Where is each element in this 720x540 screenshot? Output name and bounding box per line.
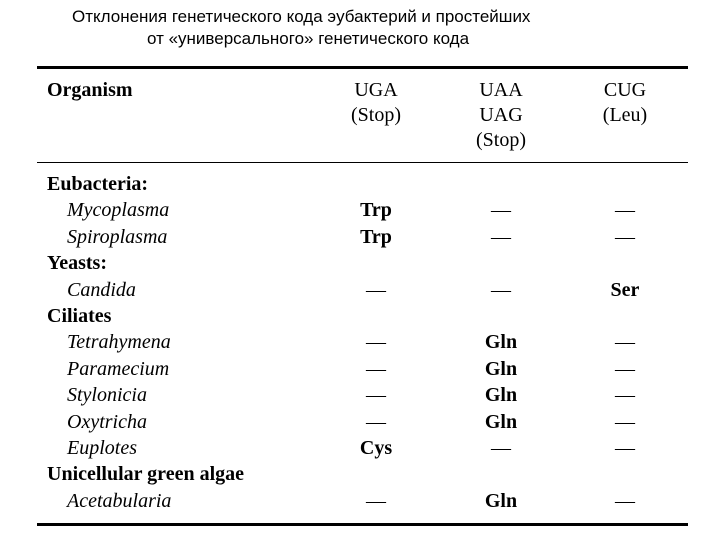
- organism-name: Mycoplasma: [67, 199, 170, 222]
- header-uaa-uag-meaning: (Stop): [476, 129, 526, 151]
- table-row: [37, 329, 688, 355]
- cell-cug: —: [615, 199, 635, 222]
- header-uag-codon: UAG: [479, 104, 523, 126]
- cell-uga: —: [366, 489, 386, 512]
- header-cug: [580, 78, 670, 128]
- cell-uga: —: [366, 331, 386, 354]
- cell-cug: —: [615, 410, 635, 433]
- cell-cug: —: [615, 331, 635, 354]
- table-row: [37, 197, 688, 223]
- cell-cug: —: [615, 384, 635, 407]
- group-name: Ciliates: [47, 305, 112, 327]
- organism-name: Candida: [67, 278, 136, 301]
- cell-cug: —: [615, 437, 635, 459]
- header-organism: Organism: [47, 79, 133, 101]
- header-uga-codon: UGA: [354, 79, 398, 101]
- table-row: [37, 277, 688, 303]
- cell-uga: —: [366, 410, 386, 433]
- table-bottom-rule: [37, 523, 688, 526]
- organism-name: Stylonicia: [67, 384, 147, 407]
- group-row: [37, 461, 688, 487]
- header-uga: [331, 78, 421, 128]
- cell-cug: —: [615, 489, 635, 512]
- slide-title-line-1: Отклонения генетического кода эубактерий и простейших: [72, 7, 531, 26]
- cell-uga: Trp: [360, 225, 392, 248]
- cell-uaa: Gln: [484, 384, 518, 407]
- cell-uaa: Gln: [484, 410, 518, 433]
- organism-name: Oxytricha: [67, 410, 147, 433]
- table-row: [37, 356, 688, 382]
- table-row: [37, 382, 688, 408]
- organism-name: Paramecium: [67, 357, 170, 380]
- header-divider: [37, 162, 688, 163]
- cell-uaa: —: [491, 225, 511, 248]
- header-cug-meaning: (Leu): [602, 104, 648, 126]
- cell-uaa: Gln: [484, 331, 518, 354]
- cell-uaa: —: [491, 437, 511, 459]
- table-top-rule: [37, 66, 688, 69]
- header-cug-codon: CUG: [603, 79, 647, 101]
- organism-name: Euplotes: [67, 437, 137, 459]
- cell-cug: —: [615, 225, 635, 248]
- cell-uga: —: [366, 357, 386, 380]
- organism-name: Tetrahymena: [67, 331, 171, 354]
- group-row: [37, 171, 688, 197]
- table-row: [37, 409, 688, 435]
- group-name: Eubacteria:: [47, 173, 149, 195]
- cell-uaa: Gln: [484, 357, 518, 380]
- cell-uga: Trp: [360, 199, 392, 222]
- cell-uga: Cys: [359, 437, 393, 459]
- organism-name: Acetabularia: [67, 489, 172, 512]
- cell-cug: —: [615, 357, 635, 380]
- header-uaa-uag: [456, 78, 546, 153]
- organism-name: Spiroplasma: [67, 225, 168, 248]
- cell-uga: —: [366, 278, 386, 301]
- table-row: [37, 224, 688, 250]
- header-uaa-codon: UAA: [479, 79, 523, 101]
- cell-uaa: —: [491, 199, 511, 222]
- cell-uaa: —: [491, 278, 511, 301]
- cell-uga: —: [366, 384, 386, 407]
- cell-uaa: Gln: [484, 489, 518, 512]
- table-row: [37, 435, 688, 461]
- slide-title-line-2: от «универсального» генетического кода: [147, 29, 470, 48]
- header-uga-meaning: (Stop): [351, 104, 401, 126]
- cell-cug: Ser: [610, 278, 640, 301]
- group-row: [37, 303, 688, 329]
- group-name: Yeasts:: [47, 252, 107, 275]
- group-name: Unicellular green algae: [47, 463, 245, 486]
- group-row: [37, 250, 688, 276]
- table-row: [37, 488, 688, 514]
